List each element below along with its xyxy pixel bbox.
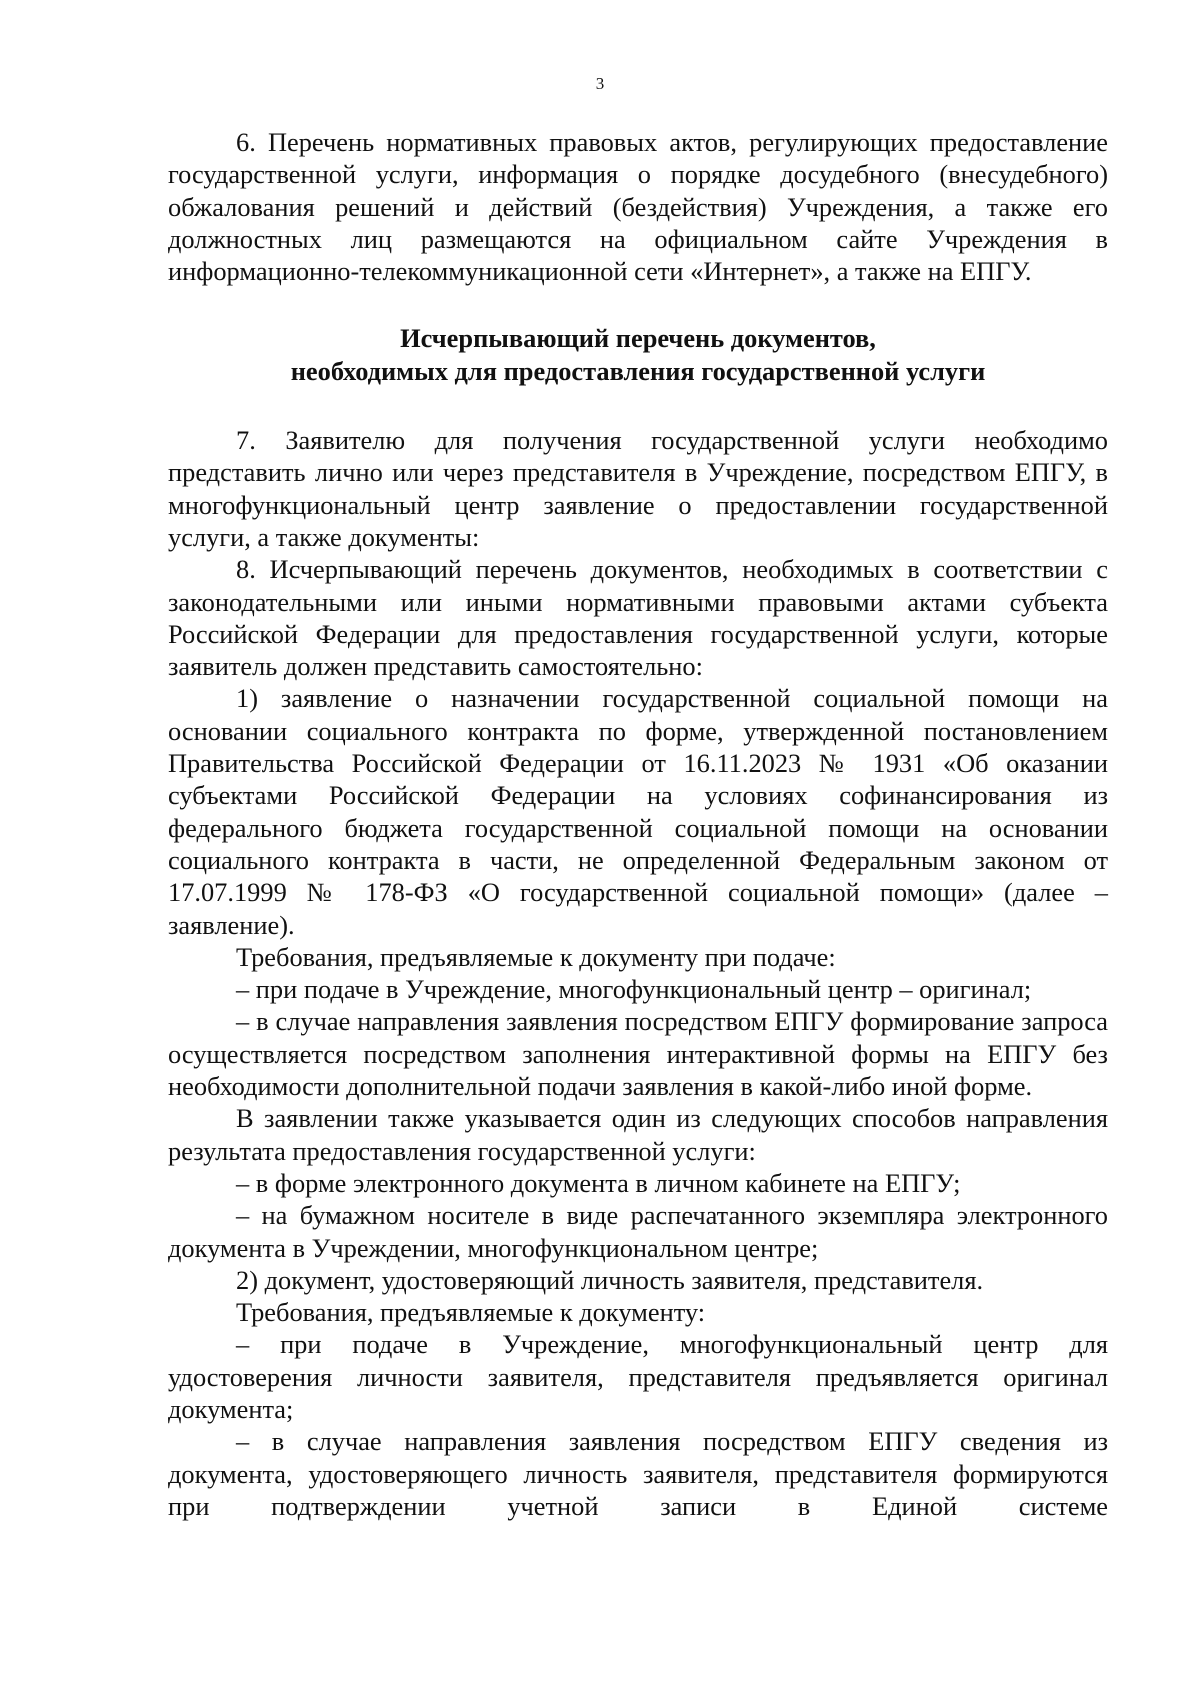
requirement-original: – при подаче в Учреждение, многофункциональный центр – оригинал; (236, 974, 1032, 1005)
result-methods-intro: В заявлении также указывается один из следующих способов направления результата предоставления государственной услуги: (168, 1103, 1108, 1166)
paragraph-7: 7. Заявителю для получения государственной услуги необходимо представить лично или через представителя в Учреждение, посредством ЕПГУ, в многофункциональный центр заявление о предоставлении государственной услуги, а также документы: (168, 425, 1108, 552)
requirements-heading-2: Требования, предъявляемые к документу: (236, 1297, 706, 1328)
requirement-identity-original: – при подаче в Учреждение, многофункциональный центр для удостоверения личности заявителя, представителя предъявляется оригинал документа; (168, 1329, 1108, 1424)
requirement-identity-epgu: – в случае направления заявления посредством ЕПГУ сведения из документа, удостоверяющего личность заявителя, представителя формируются при подтверждении учетной записи в Единой системе (168, 1426, 1108, 1521)
paragraph-8: 8. Исчерпывающий перечень документов, необходимых в соответствии с законодательными или иными нормативными правовыми актами субъекта Российской Федерации для предоставления государственной услуги, которые заявитель должен представить самостоятельно: (168, 554, 1108, 682)
page-number: 3 (595, 74, 605, 93)
section-heading-line-2: необходимых для предоставления государственной услуги (290, 355, 986, 386)
list-item-2-identity-document: 2) документ, удостоверяющий личность заявителя, представителя. (236, 1264, 984, 1295)
list-item-1-application: 1) заявление о назначении государственной социальной помощи на основании социального контракта по форме, утвержденной постановлением Правительства Российской Федерации от 16.11.2023 № 1931 «Об оказании субъектами Российской Федерации на условиях софинансирования из федерального бюджета государственной социальной помощи на основании социального контракта в части, не определенной Федеральным законом от 17.07.1999 № 178-ФЗ «О государственной социальной помощи» (далее – заявление). (168, 683, 1108, 940)
section-heading-line-1: Исчерпывающий перечень документов, (400, 323, 876, 354)
paragraph-6: 6. Перечень нормативных правовых актов, регулирующих предоставление государственной услуги, информация о порядке досудебного (внесудебного) обжалования решений и действий (бездействия) Учреждения, а также его должностных лиц размещаются на официальном сайте Учреждения в информационно-телекоммуникационной сети «Интернет», а также на ЕПГУ. (168, 127, 1108, 287)
document-body (168, 126, 1108, 1522)
section-heading (168, 322, 1108, 387)
requirements-heading-1: Требования, предъявляемые к документу при подаче: (236, 941, 836, 972)
result-method-paper: – на бумажном носителе в виде распечатанного экземпляра электронного документа в Учреждении, многофункциональном центре; (168, 1200, 1108, 1263)
requirement-epgu-form: – в случае направления заявления посредством ЕПГУ формирование запроса осуществляется посредством заполнения интерактивной формы на ЕПГУ без необходимости дополнительной подачи заявления в какой-либо иной форме. (168, 1006, 1108, 1102)
result-method-electronic: – в форме электронного документа в личном кабинете на ЕПГУ; (236, 1167, 961, 1198)
